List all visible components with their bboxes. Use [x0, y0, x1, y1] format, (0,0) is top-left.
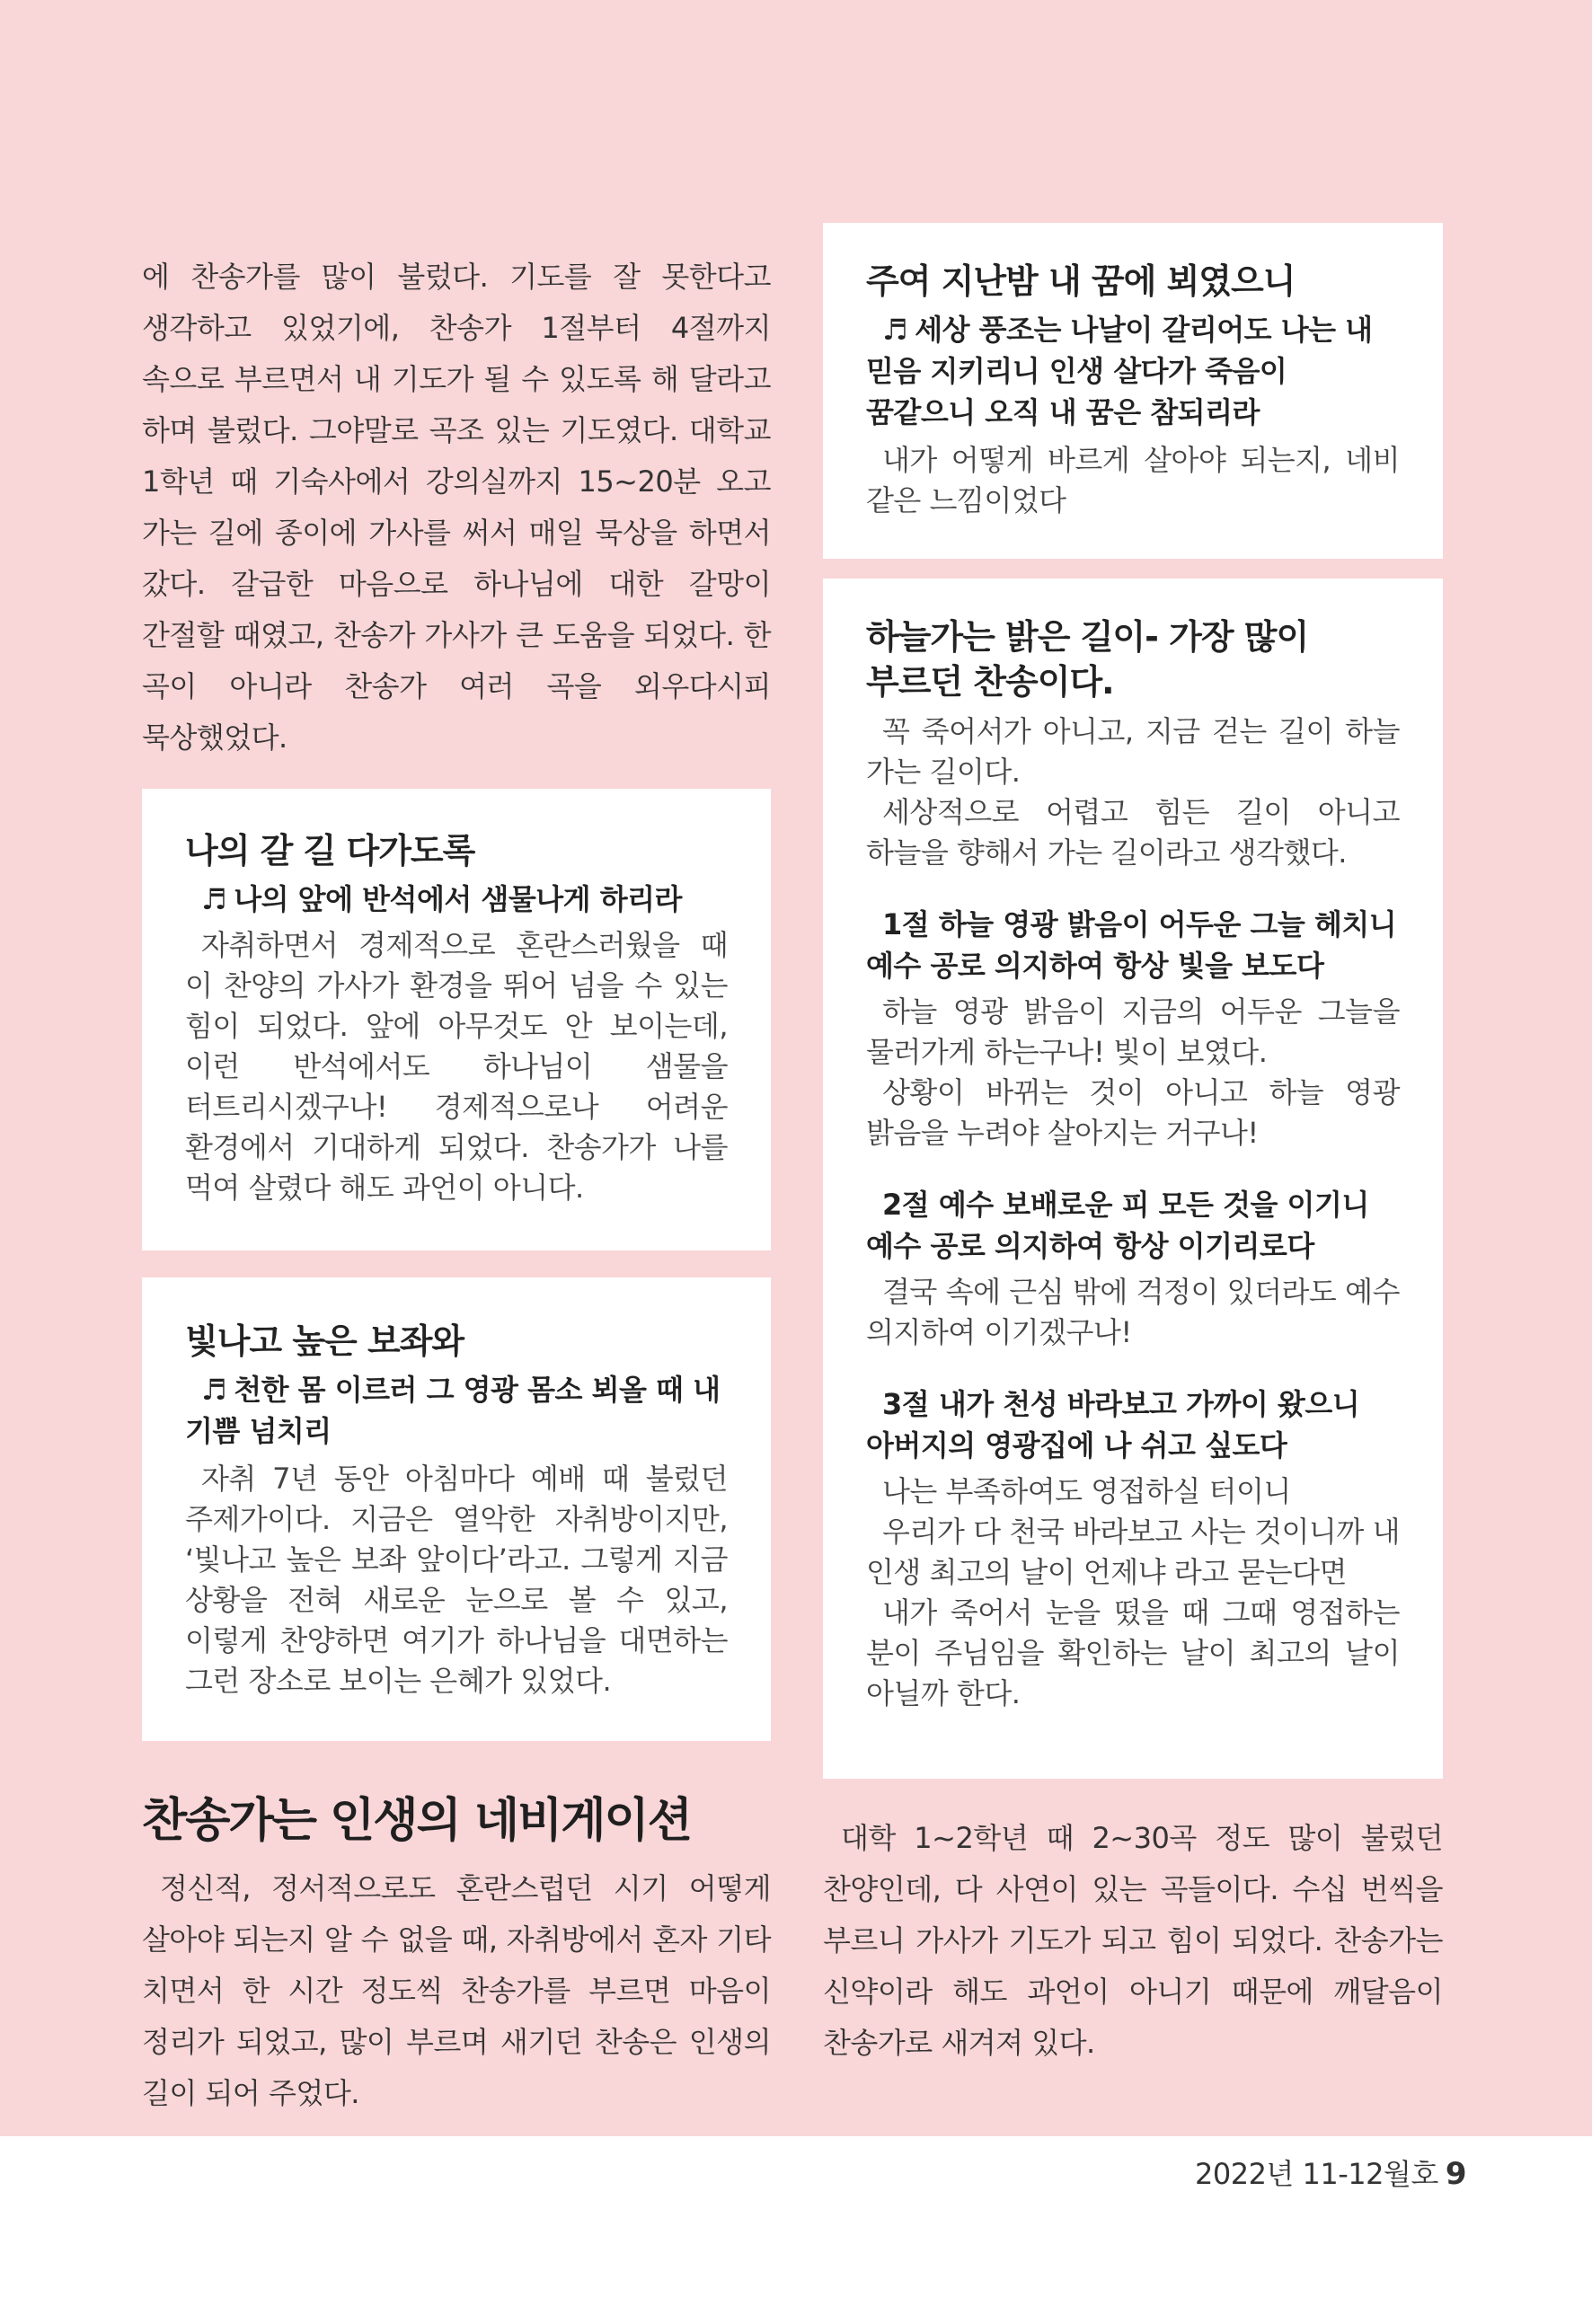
section-paragraph: 정신적, 정서적으로도 혼란스럽던 시기 어떻게 살아야 되는지 알 수 없을 때, 자취방에서 혼자 기타 치면서 한 시간 정도씩 찬송가를 부르면 마음이 정리가 되었고, 많이 부르며 새기던 찬송은 인생의 길이 되어 주었다. [142, 1871, 771, 2110]
hymn-text: 자취 7년 동안 아침마다 예배 때 불렀던 주제가이다. 지금은 열악한 자취방이지만, ‘빛나고 높은 보좌 앞이다’라고. 그렇게 지금 상황을 전혀 새로운 눈으로 볼 수 있고, 이렇게 찬양하면 여기가 하나님을 대면하는 그런 장소로 보이는 은혜가 있었다. [185, 1462, 728, 1698]
page-number: 9 [1445, 2156, 1466, 2192]
verse-1-text: 하늘 영광 밝음이 지금의 어두운 그늘을 물러가게 하는구나! 빛이 보였다. [866, 994, 1400, 1069]
hymn-box-4 [823, 579, 1443, 1779]
hymn-title: 주여 지난밤 내 꿈에 뵈였으니 [866, 261, 1296, 301]
left-column [142, 252, 771, 2119]
hymn-title: 빛나고 높은 보좌와 [185, 1321, 464, 1361]
verse-3-text: 우리가 다 천국 바라보고 사는 것이니까 내 인생 최고의 날이 언제냐 라고 묻는다면 [866, 1515, 1400, 1589]
verse-2: 2절 예수 보배로운 피 모든 것을 이기니 예수 공로 의지하여 항상 이기리로다 [866, 1188, 1369, 1263]
page-footer [1195, 2152, 1466, 2193]
closing-paragraph: 대학 1~2학년 때 2~30곡 정도 많이 불렀던 찬양인데, 다 사연이 있는 곡들이다. 수십 번씩을 부르니 가사가 기도가 되고 힘이 되었다. 찬송가는 신약이라 해도 과언이 아니기 때문에 깨달음이 찬송가로 새겨져 있다. [823, 1821, 1443, 2060]
verse-3: 3절 내가 천성 바라보고 가까이 왔으니 아버지의 영광집에 나 쉬고 싶도다 [866, 1387, 1360, 1462]
verse-1: 1절 하늘 영광 밝음이 어두운 그늘 헤치니 예수 공로 의지하여 항상 빛을 보도다 [866, 907, 1397, 983]
hymn-text: 자취하면서 경제적으로 혼란스러웠을 때 이 찬양의 가사가 환경을 뛰어 넘을 수 있는 힘이 되었다. 앞에 아무것도 안 보이는데, 이런 반석에서도 하나님이 샘물을 터트리시겠구나! 경제적으로나 어려운 환경에서 기대하게 되었다. 찬송가가 나를 먹여 살렸다 해도 과언이 아니다. [185, 928, 728, 1205]
verse-3-text: 나는 부족하여도 영접하실 터이니 [882, 1474, 1291, 1508]
hymn-text: 세상적으로 어렵고 힘든 길이 아니고 하늘을 향해서 가는 길이라고 생각했다. [866, 795, 1400, 870]
hymn-text: 내가 어떻게 바르게 살아야 되는지, 네비 같은 느낌이었다 [866, 443, 1400, 517]
verse-3-text: 내가 죽어서 눈을 떴을 때 그때 영접하는 분이 주님임을 확인하는 날이 최고의 날이 아닐까 한다. [866, 1595, 1400, 1710]
right-column [823, 223, 1443, 2069]
intro-paragraph: 에 찬송가를 많이 불렀다. 기도를 잘 못한다고 생각하고 있었기에, 찬송가 1절부터 4절까지 속으로 부르면서 내 기도가 될 수 있도록 해 달라고 하며 불렀다. 그야말로 곡조 있는 기도였다. 대학교 1학년 때 기숙사에서 강의실까지 15~20분 오고 가는 길에 종이에 가사를 써서 매일 묵상을 하면서 갔다. 갈급한 마음으로 하나님에 대한 갈망이 간절할 때였고, 찬송가 가사가 큰 도움을 되었다. 한 곡이 아니라 찬송가 여러 곡을 외우다시피 묵상했었다. [142, 260, 771, 755]
music-note-icon: ♬ [201, 1373, 227, 1407]
music-note-icon: ♬ [201, 882, 227, 916]
hymn-lyric: ♬ 천한 몸 이르러 그 영광 몸소 뵈올 때 내 기쁨 넘치리 [185, 1373, 721, 1448]
hymn-text: 꼭 죽어서가 아니고, 지금 걷는 길이 하늘 가는 길이다. [866, 714, 1400, 789]
verse-2-text: 결국 속에 근심 밖에 걱정이 있더라도 예수 의지하여 이기겠구나! [866, 1275, 1400, 1349]
hymn-lyric: ♬ 세상 풍조는 나날이 갈리어도 나는 내 믿음 지키리니 인생 살다가 죽음이 꿈같으니 오직 내 꿈은 참되리라 [866, 313, 1373, 429]
hymn-box-2 [142, 1277, 771, 1741]
hymn-title: 하늘가는 밝은 길이- 가장 많이 부르던 찬송이다. [866, 617, 1309, 702]
issue-label: 2022년 11-12월호 [1194, 2157, 1438, 2191]
hymn-box-3 [823, 223, 1443, 559]
verse-1-text: 상황이 바뀌는 것이 아니고 하늘 영광 밝음을 누려야 살아지는 거구나! [866, 1075, 1400, 1150]
hymn-lyric: ♬ 나의 앞에 반석에서 샘물나게 하리라 [201, 882, 682, 916]
hymn-box-1 [142, 789, 771, 1250]
section-title: 찬송가는 인생의 네비게이션 [142, 1794, 691, 1848]
music-note-icon: ♬ [882, 313, 908, 347]
hymn-title: 나의 갈 길 다가도록 [185, 831, 475, 870]
